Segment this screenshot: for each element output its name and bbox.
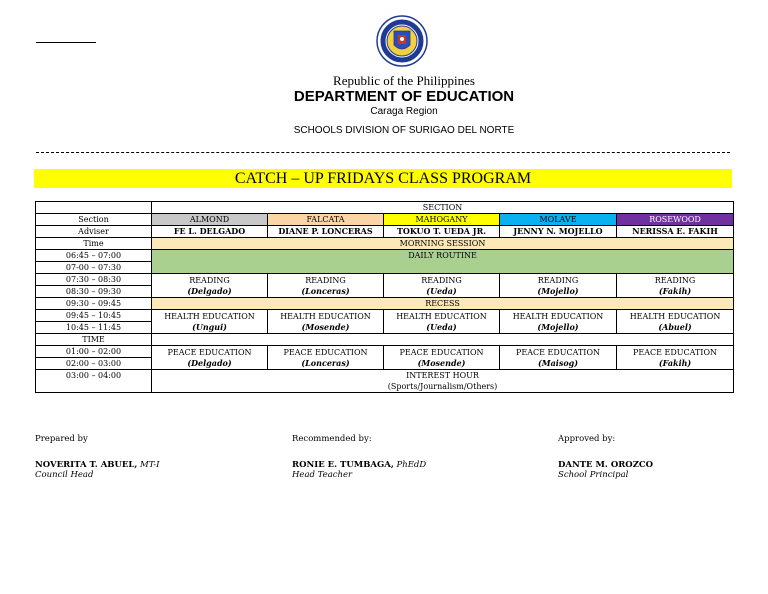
header-divider: [36, 152, 730, 153]
adviser-cell: JENNY N. MOJELLO: [500, 226, 617, 238]
table-row: [36, 214, 734, 226]
division-name: SCHOOLS DIVISION OF SURIGAO DEL NORTE: [293, 125, 515, 136]
section-header: SECTION: [152, 202, 734, 214]
teacher-label: (Maisog): [537, 357, 579, 368]
teacher-label: (Mosende): [301, 321, 350, 332]
daily-routine: DAILY ROUTINE: [152, 250, 734, 274]
subject-label: HEALTH EDUCATION: [164, 311, 255, 321]
section-mahogany: MAHOGANY: [384, 214, 500, 226]
section-falcata: FALCATA: [268, 214, 384, 226]
table-row: [36, 310, 734, 322]
section-rosewood: ROSEWOOD: [617, 214, 734, 226]
teacher-label: (Lonceras): [301, 357, 350, 368]
interest-hour-cell: [152, 370, 734, 393]
reading-cell: [617, 274, 734, 298]
prepared-by-block: [35, 434, 160, 480]
prepared-name: NOVERITA T. ABUEL,: [35, 460, 138, 470]
reading-cell: [500, 274, 617, 298]
section-label: Section: [36, 214, 152, 226]
recommended-label: Recommended by:: [292, 434, 372, 444]
recess-cell: RECESS: [152, 298, 734, 310]
page-title: CATCH – UP FRIDAYS CLASS PROGRAM: [34, 169, 732, 188]
recommended-name: RONIE E. TUMBAGA,: [292, 460, 394, 470]
time-cell: 09:45 – 10:45: [36, 310, 152, 322]
prepared-role: Council Head: [35, 470, 94, 480]
afternoon-blank: [152, 334, 734, 346]
subject-label: PEACE EDUCATION: [167, 347, 252, 357]
teacher-label: (Mojello): [537, 285, 579, 296]
interest-hour-sub: (Sports/Journalism/Others): [387, 382, 498, 391]
teacher-label: (Abuel): [658, 321, 692, 332]
time-cell: 06:45 – 07:00: [36, 250, 152, 262]
teacher-label: (Ueda): [426, 321, 457, 332]
adviser-cell: FE L. DELGADO: [152, 226, 268, 238]
section-molave: MOLAVE: [500, 214, 617, 226]
health-cell: [617, 310, 734, 334]
table-row: [36, 334, 734, 346]
corner-cell: [36, 202, 152, 214]
table-row: [36, 370, 734, 393]
approved-role: School Principal: [558, 470, 629, 480]
region-name: Caraga Region: [370, 106, 438, 117]
subject-label: PEACE EDUCATION: [515, 347, 600, 357]
teacher-label: (Fakih): [658, 285, 692, 296]
time-cell: 08:30 – 09:30: [36, 286, 152, 298]
teacher-label: (Lonceras): [301, 285, 350, 296]
approved-name: DANTE M. OROZCO: [558, 460, 654, 470]
subject-label: HEALTH EDUCATION: [512, 311, 604, 321]
time-cell: 03:00 – 04:00: [36, 370, 152, 393]
time-label: TIME: [36, 334, 152, 346]
time-cell: 01:00 – 02:00: [36, 346, 152, 358]
peace-cell: [268, 346, 384, 370]
interest-hour-label: INTEREST HOUR: [406, 371, 479, 380]
subject-label: HEALTH EDUCATION: [280, 311, 371, 321]
subject-label: READING: [537, 275, 579, 285]
republic-line: Republic of the Philippines: [333, 73, 475, 88]
top-left-rule: [36, 42, 96, 43]
table-row: [36, 346, 734, 358]
recommended-role: Head Teacher: [292, 470, 353, 480]
subject-label: PEACE EDUCATION: [633, 347, 718, 357]
teacher-label: (Ueda): [426, 285, 457, 296]
subject-label: HEALTH EDUCATION: [396, 311, 487, 321]
reading-cell: [152, 274, 268, 298]
peace-cell: [617, 346, 734, 370]
time-cell: 09:30 – 09:45: [36, 298, 152, 310]
table-row: [36, 226, 734, 238]
morning-session: MORNING SESSION: [152, 238, 734, 250]
health-cell: [268, 310, 384, 334]
time-cell: 02:00 – 03:00: [36, 358, 152, 370]
section-almond: ALMOND: [152, 214, 268, 226]
adviser-cell: DIANE P. LONCERAS: [268, 226, 384, 238]
recommended-suffix: PhEdD: [393, 460, 427, 470]
class-program-table: [35, 201, 734, 393]
health-cell: [152, 310, 268, 334]
subject-label: READING: [654, 275, 696, 285]
teacher-label: (Delgado): [187, 357, 232, 368]
health-cell: [500, 310, 617, 334]
subject-label: PEACE EDUCATION: [399, 347, 484, 357]
subject-label: READING: [305, 275, 346, 285]
teacher-label: (Delgado): [187, 285, 232, 296]
adviser-cell: NERISSA E. FAKIH: [617, 226, 734, 238]
subject-label: READING: [421, 275, 462, 285]
teacher-label: (Fakih): [658, 357, 692, 368]
time-cell: 07-00 – 07:30: [36, 262, 152, 274]
department-name: DEPARTMENT OF EDUCATION: [293, 88, 515, 105]
table-row: [36, 238, 734, 250]
adviser-cell: TOKUO T. UEDA JR.: [384, 226, 500, 238]
approved-by-block: [558, 434, 653, 480]
health-cell: [384, 310, 500, 334]
peace-cell: [384, 346, 500, 370]
peace-cell: [152, 346, 268, 370]
time-cell: 07:30 – 08:30: [36, 274, 152, 286]
time-cell: 10:45 – 11:45: [36, 322, 152, 334]
table-row: [36, 298, 734, 310]
deped-seal-icon: [376, 15, 428, 67]
subject-label: PEACE EDUCATION: [283, 347, 368, 357]
reading-cell: [268, 274, 384, 298]
time-label: Time: [36, 238, 152, 250]
peace-cell: [500, 346, 617, 370]
table-row: [36, 202, 734, 214]
table-row: [36, 274, 734, 286]
table-row: [36, 250, 734, 262]
teacher-label: (Ungui): [192, 321, 227, 332]
prepared-label: Prepared by: [35, 434, 88, 444]
prepared-suffix: MT-I: [137, 460, 160, 470]
recommended-by-block: [292, 434, 426, 480]
subject-label: HEALTH EDUCATION: [629, 311, 721, 321]
reading-cell: [384, 274, 500, 298]
approved-label: Approved by:: [558, 434, 616, 444]
teacher-label: (Mosende): [417, 357, 466, 368]
subject-label: READING: [189, 275, 230, 285]
adviser-label: Adviser: [36, 226, 152, 238]
teacher-label: (Mojello): [537, 321, 579, 332]
